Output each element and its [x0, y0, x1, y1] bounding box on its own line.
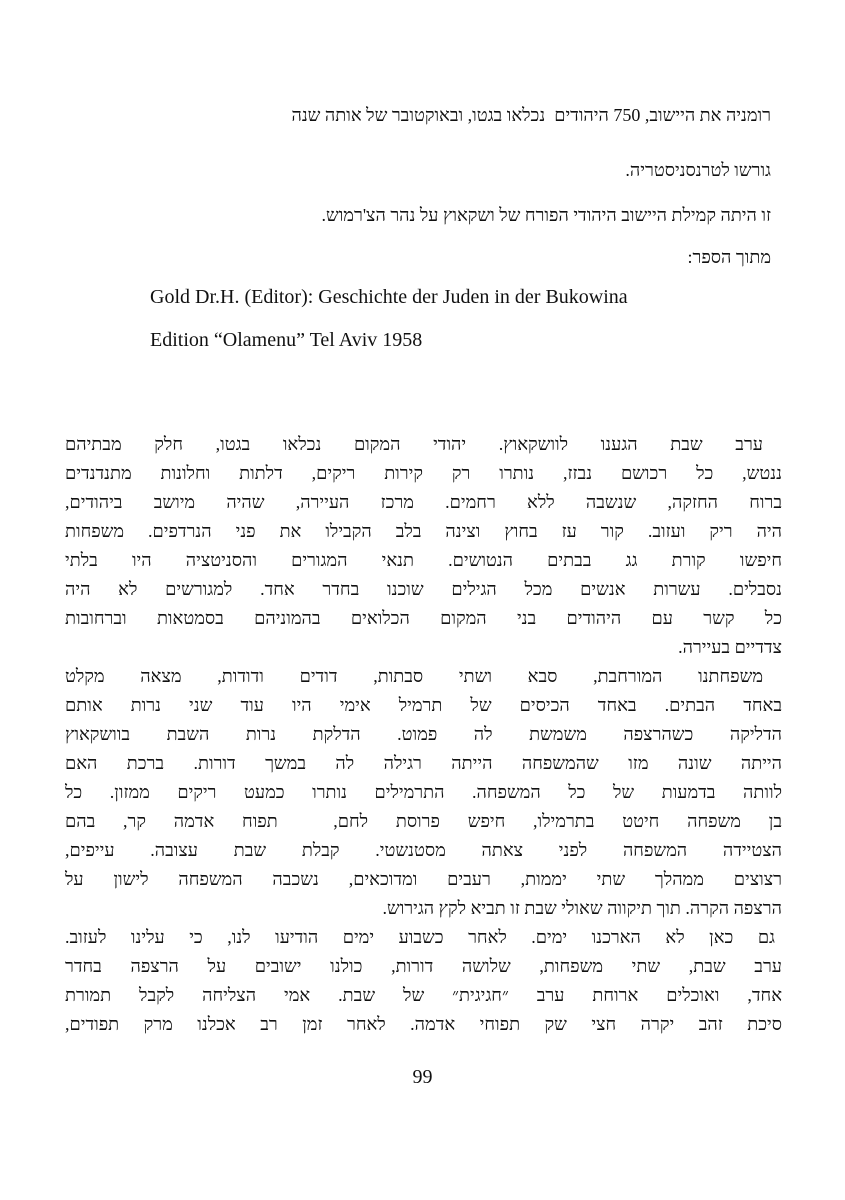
body-text [65, 430, 782, 1039]
body-line: צדדיים בעיירה. [678, 637, 782, 657]
body-line: ברוח החזקה, שנשבה ללא רחמים. מרכז העיירה, שהיה מיושב ביהודים, [65, 492, 782, 512]
body-line: גם כאן לא הארכנו ימים. לאחר כשבוע ימים הודיעו לנו, כי עלינו לעזוב. [65, 927, 775, 947]
body-line: הצטיידה המשפחה לפני צאתה מסטנשטי. קבלת שבת עצובה. עייפים, [65, 840, 782, 860]
body-line: ננטש, כל רכושם נבזז, נותרו רק קירות ריקים, דלתות וחלונות מתנדנדים [65, 463, 782, 483]
body-line: ערב שבת, שתי משפחות, שלושה דורות, כולנו ישובים על הרצפה בחדר [65, 956, 782, 976]
body-line: הדליקה כשהרצפה משמשת לה פמוט. הדלקת נרות השבת בוושקאוץ [65, 724, 782, 744]
intro-line: גורשו לטרנסניסטריה. [625, 160, 771, 180]
intro-block [115, 101, 771, 354]
intro-line: זו היתה קמילת היישוב היהודי הפורח של ושקאוץ על נהר הצ'רמוש. [321, 205, 771, 225]
intro-line: רומניה את היישוב, 750 היהודים נכלאו בגטו, ובאוקטובר של אותה שנה [291, 105, 771, 125]
body-line: הייתה שונה מזו שהמשפחה הייתה רגילה לה במשך דורות. ברכת האם [65, 753, 782, 773]
body-line: כל קשר עם היהודים בני המקום הכלואים בהמוניהם בסמטאות וברחובות [65, 608, 782, 628]
reference-line: Gold Dr.H. (Editor): Geschichte der Juden in der Bukowina [150, 286, 628, 308]
source-label: מתוך הספר: [687, 247, 771, 267]
body-line: חיפשו קורת גג בבתים הנטושים. תנאי המגורים והסניטציה היו בלתי [65, 550, 782, 570]
body-line: היה ריק ועזוב. קור עז בחוץ וצינה בלב הקבילו את פני הנרדפים. משפחות [65, 521, 782, 541]
body-line: אחד, ואוכלים ארוחת ערב ״חגיגית״ של שבת. אמי הצליחה לקבל תמורת [65, 985, 782, 1005]
body-line: ערב שבת הגענו לוושקאוץ. יהודי המקום נכלאו בגטו, חלק מבתיהם [65, 434, 763, 454]
body-line: הרצפה הקרה. תוך תיקווה שאולי שבת זו תביא לקץ הגירוש. [382, 898, 782, 918]
body-line: נסבלים. עשרות אנשים מכל הגילים שוכנו בחדר אחד. למגורשים לא היה [65, 579, 782, 599]
body-line: משפחתנו המורחבת, סבא ושתי סבתות, דודים ודודות, מצאה מקלט [65, 666, 763, 686]
page-number: 99 [412, 1066, 433, 1088]
body-line: בן משפחה חיטט בתרמילו, חיפש פרוסת לחם, תפוח אדמה קר, בהם [65, 811, 782, 831]
body-line: רצוצים ממהלך שתי יממות, רעבים ומדוכאים, נשכבה המשפחה לישון על [65, 869, 782, 889]
body-line: באחד הבתים. באחד הכיסים של תרמיל אימי היו עוד שני נרות אותם [65, 695, 782, 715]
reference-line: Edition “Olamenu” Tel Aviv 1958 [150, 329, 423, 351]
body-line: סיכת זהב יקרה חצי שק תפוחי אדמה. לאחר זמן רב אכלנו מרק תפודים, [65, 1014, 782, 1034]
book-reference [115, 283, 771, 354]
body-line: לוותה בדמעות של כל המשפחה. התרמילים נותרו כמעט ריקים ממזון. כל [65, 782, 782, 802]
